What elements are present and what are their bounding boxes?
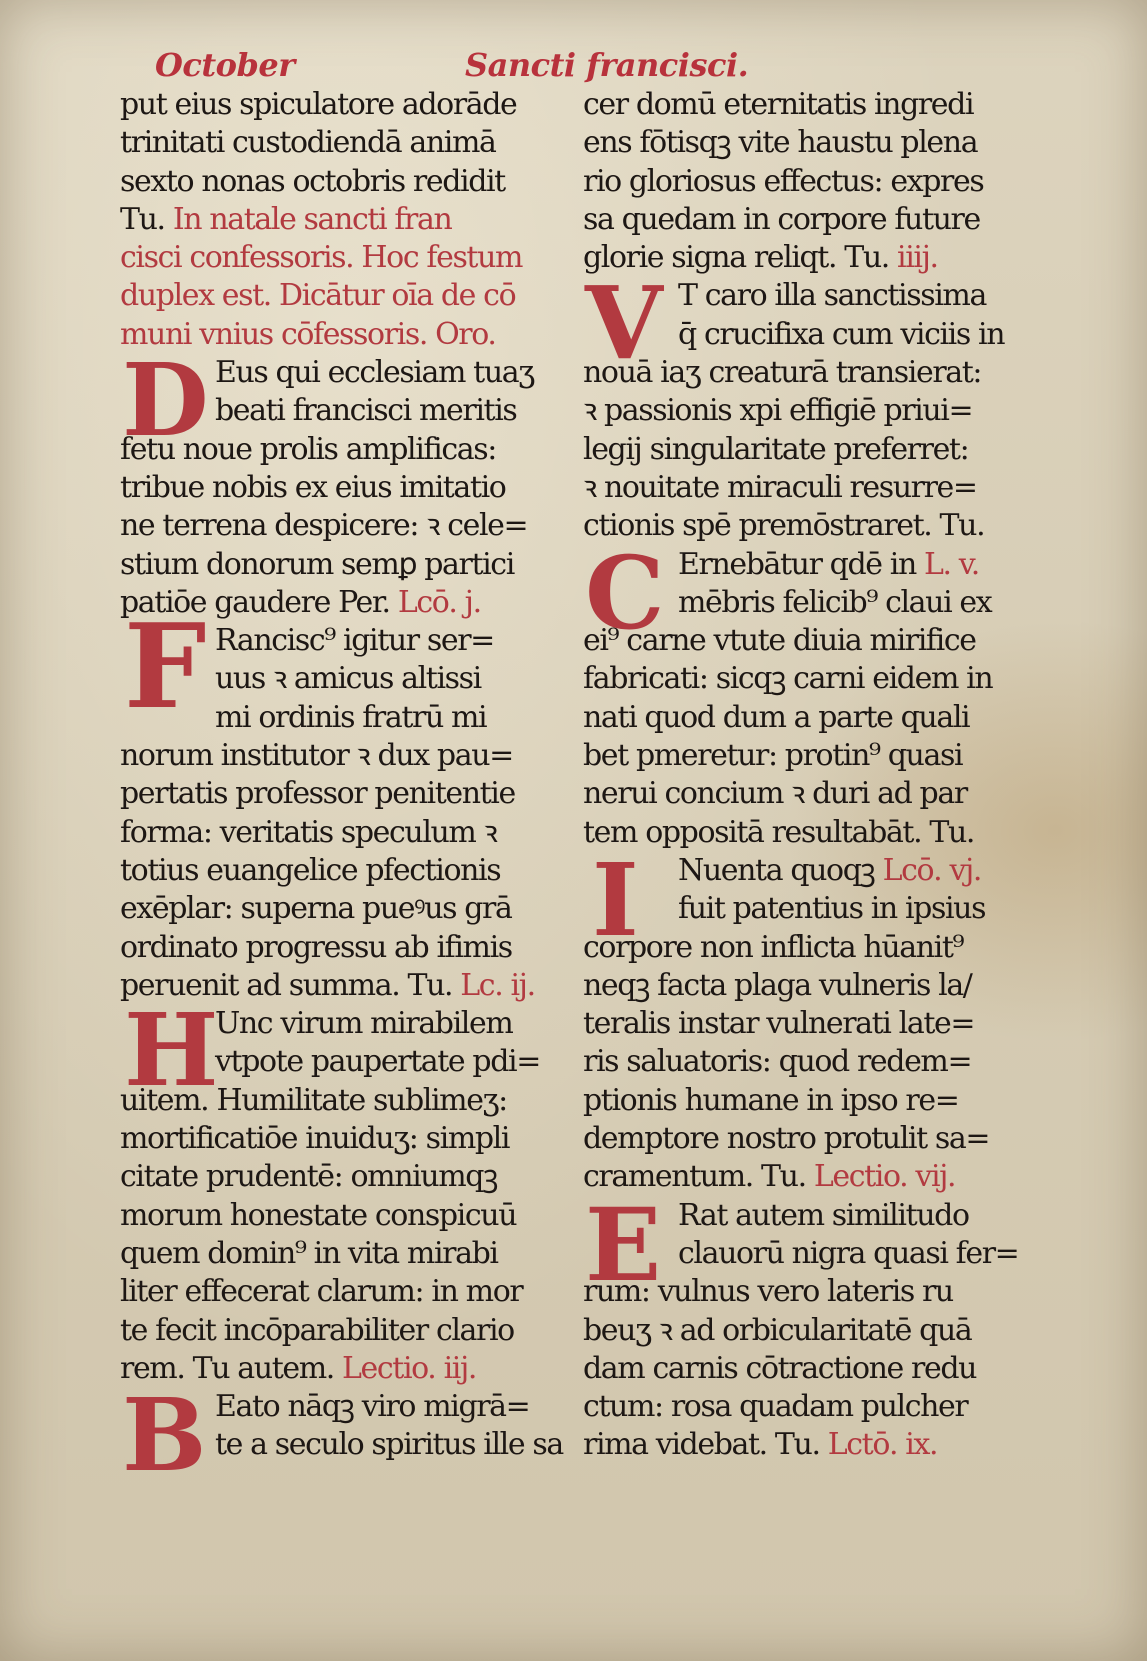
text-line	[583, 1082, 1038, 1120]
text-line	[120, 239, 575, 277]
line-text: te a seculo spiritus ille sa	[215, 1427, 563, 1463]
line-text: totius euangelice pfectionis	[120, 852, 501, 888]
line-text: muni vnius cōfessoris. Oro.	[120, 316, 496, 352]
line-text: ꝛ nouitate miraculi resurre=	[583, 469, 977, 505]
text-line	[120, 1197, 575, 1235]
line-text: ptionis humane in ipso re=	[583, 1082, 959, 1118]
text-line	[583, 431, 1038, 469]
text-line	[583, 967, 1038, 1005]
line-text: bet pmeretur: protin⁹ quasi	[583, 738, 963, 774]
line-text: morum honestate conspicuū	[120, 1197, 517, 1233]
text-line	[583, 201, 1038, 239]
text-line	[120, 1312, 575, 1350]
initial-letter-d: D	[122, 341, 209, 459]
line-text: glorie signa reliqt. Tu.	[583, 240, 898, 276]
line-text: Rat autem similitudo	[678, 1197, 969, 1233]
text-line	[583, 163, 1038, 201]
line-text: stium donorum semꝑ partici	[120, 546, 514, 582]
text-line	[583, 1388, 1038, 1426]
text-line	[583, 469, 1038, 507]
running-headline	[150, 40, 1030, 90]
text-line	[120, 775, 575, 813]
initial-letter-f: F	[124, 599, 207, 735]
line-text: rum: vulnus vero lateris ru	[583, 1274, 953, 1310]
initial-letter-b: B	[122, 1376, 207, 1494]
line-text: nerui concium ꝛ duri ad par	[583, 776, 967, 812]
line-text: citate prudentē: omniumqꝫ	[120, 1159, 498, 1195]
text-line	[120, 890, 575, 928]
text-line	[583, 775, 1038, 813]
text-line	[583, 737, 1038, 775]
line-text: fuit patentius in ipsius	[678, 891, 986, 927]
text-line	[583, 86, 1038, 124]
line-text: te fecit incōparabiliter clario	[120, 1312, 514, 1348]
text-line	[120, 1235, 575, 1273]
text-line	[120, 546, 575, 584]
text-line	[120, 469, 575, 507]
text-line	[583, 1005, 1038, 1043]
line-text: quem domin⁹ in vita mirabi	[120, 1235, 498, 1271]
line-text: ne terrena despicere: ꝛ cele=	[120, 508, 528, 544]
text-line	[583, 814, 1038, 852]
text-line	[120, 1273, 575, 1311]
text-line	[583, 1350, 1038, 1388]
line-text: pertatis professor penitentie	[120, 776, 515, 812]
line-text: vtpote paupertate pdi=	[215, 1044, 540, 1080]
line-text: trinitati custodiendā animā	[120, 125, 496, 161]
line-text: mortificatiōe inuiduʒ: simpli	[120, 1121, 510, 1157]
line-text: nati quod dum a parte quali	[583, 699, 970, 735]
text-line	[583, 1426, 1038, 1464]
running-head-month: October	[155, 46, 295, 84]
text-line	[583, 1312, 1038, 1350]
line-text: Eato nāqꝫ viro migrā=	[215, 1389, 530, 1425]
text-line	[120, 852, 575, 890]
initial-letter-h: H	[124, 991, 219, 1109]
rubric-text: In natale sancti fran	[172, 201, 452, 237]
text-line	[583, 852, 1038, 890]
line-text: Ernebātur qdē in	[678, 546, 925, 582]
line-text: tribue nobis ex eius imitatio	[120, 469, 506, 505]
rubric-text: L. v.	[924, 546, 979, 582]
line-text: mi ordinis fratrū mi	[215, 699, 487, 735]
initial-letter-i: I	[592, 841, 639, 959]
text-line	[120, 124, 575, 162]
rubric-text: iiij.	[897, 240, 938, 276]
line-text: Unc virum mirabilem	[215, 1006, 513, 1042]
text-line	[583, 660, 1038, 698]
line-text: sa quedam in corpore future	[583, 201, 980, 237]
running-head-saint: Sancti francisci.	[465, 46, 749, 84]
text-line	[120, 277, 575, 315]
line-text: T caro illa sanctissima	[678, 278, 986, 314]
rubric-text: Lectio. iij.	[342, 1350, 476, 1386]
line-text: fabricati: sicqꝫ carni eidem in	[583, 661, 993, 697]
line-text: ꝛ passionis xpi effigiē priui=	[583, 393, 973, 429]
line-text: Eus qui ecclesiam tuaʒ	[215, 355, 534, 391]
line-text: beuʒ ꝛ ad orbicularitatē quā	[583, 1312, 972, 1348]
text-line	[583, 699, 1038, 737]
line-text: exēplar: superna pueꝰus grā	[120, 891, 512, 927]
line-text: uus ꝛ amicus altissi	[215, 661, 481, 697]
line-text: forma: veritatis speculum ꝛ	[120, 814, 497, 850]
line-text: sexto nonas octobris redidit	[120, 163, 505, 199]
line-text: put eius spiculatore adorāde	[120, 87, 517, 122]
text-line	[120, 86, 575, 124]
rubric-text: Lcō. j.	[397, 584, 481, 620]
text-line	[583, 890, 1038, 928]
line-text: beati francisci meritis	[215, 393, 517, 429]
text-line	[120, 507, 575, 545]
line-text: cramentum. Tu.	[583, 1159, 814, 1195]
line-text: liter effecerat clarum: in mor	[120, 1274, 523, 1310]
line-text: ctum: rosa quadam pulcher	[583, 1389, 968, 1425]
line-text: clauorū nigra quasi fer=	[678, 1235, 1019, 1271]
line-text: q̄ crucifixa cum viciis in	[678, 316, 1005, 352]
rubric-text: Lc. ij.	[460, 967, 535, 1003]
line-text: duplex est. Dicātur oīa de cō	[120, 278, 516, 314]
text-line	[120, 814, 575, 852]
line-text: uitem. Humilitate sublimeʒ:	[120, 1082, 507, 1118]
line-text: teralis instar vulnerati late=	[583, 1006, 975, 1042]
line-text: ctionis spē premōstraret. Tu.	[583, 508, 985, 544]
initial-letter-e: E	[585, 1186, 662, 1304]
line-text: ens fōtisqꝫ vite haustu plena	[583, 125, 978, 161]
text-line	[120, 201, 575, 239]
text-line	[583, 929, 1038, 967]
line-text: Rancisc⁹ igitur ser=	[215, 623, 494, 659]
text-line	[583, 1043, 1038, 1081]
line-text: norum institutor ꝛ dux pau=	[120, 738, 513, 774]
line-text: patiōe gaudere Per.	[120, 584, 398, 620]
line-text: dam carnis cōtractione redu	[583, 1350, 977, 1386]
text-line	[120, 163, 575, 201]
line-text: rima videbat. Tu.	[583, 1427, 828, 1463]
line-text: peruenit ad summa. Tu.	[120, 967, 461, 1003]
rubric-text: Lectio. vij.	[813, 1159, 956, 1195]
text-line	[120, 929, 575, 967]
initial-letter-c: C	[585, 534, 665, 652]
line-text: cer domū eternitatis ingredi	[583, 87, 974, 122]
line-text: fetu noue prolis amplificas:	[120, 431, 496, 467]
line-text: corpore non inflicta hūanit⁹	[583, 929, 964, 965]
line-text: nouā iaʒ creaturā transierat:	[583, 355, 982, 391]
line-text: cisci confessoris. Hoc festum	[120, 240, 523, 276]
line-text: ei⁹ carne vtute diuia mirifice	[583, 623, 976, 659]
line-text: mēbris felicib⁹ claui ex	[678, 584, 992, 620]
text-line	[583, 1120, 1038, 1158]
rubric-text: Lctō. ix.	[827, 1427, 938, 1463]
initial-letter-v: V	[585, 264, 663, 382]
text-line	[120, 1120, 575, 1158]
line-text: Nuenta quoqꝫ	[678, 852, 883, 888]
line-text: ris saluatoris: quod redem=	[583, 1044, 972, 1080]
text-line	[583, 392, 1038, 430]
text-line	[120, 1158, 575, 1196]
rubric-text: Lcō. vj.	[882, 852, 982, 888]
left-text-column	[120, 86, 575, 1465]
line-text: neqꝫ facta plaga vulneris la/	[583, 967, 972, 1003]
text-line	[583, 124, 1038, 162]
line-text: rem. Tu autem.	[120, 1350, 343, 1386]
line-text: demptore nostro protulit sa=	[583, 1121, 990, 1157]
line-text: legij singularitate preferret:	[583, 431, 969, 467]
text-line	[120, 737, 575, 775]
line-text: ordinato progressu ab ifimis	[120, 929, 512, 965]
line-text: tem oppositā resultabāt. Tu.	[583, 814, 975, 850]
line-text: rio gloriosus effectus: expres	[583, 163, 984, 199]
line-text: Tu.	[120, 201, 173, 237]
